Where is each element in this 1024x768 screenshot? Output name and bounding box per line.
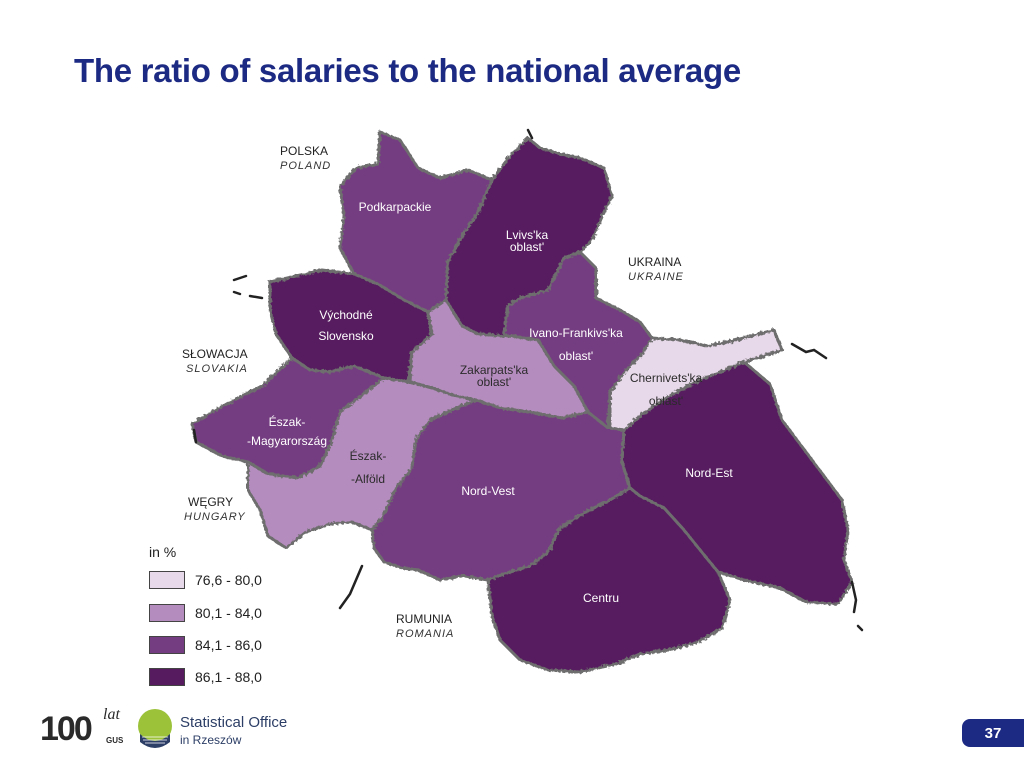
logo-gus-text: GUS (106, 736, 124, 745)
legend-item (149, 602, 262, 624)
region-label-line: -Alföld (350, 472, 385, 486)
statistical-office-logo-icon (136, 704, 174, 754)
legend-title: in % (149, 544, 177, 560)
region-label-line: Lvivs'ka (505, 228, 549, 242)
region-label-chernivetska (630, 371, 702, 409)
legend-item (149, 666, 262, 688)
region-label-eszakmagyar (247, 415, 327, 449)
country-name-english: POLAND (280, 160, 332, 172)
country-label-romania (396, 612, 454, 642)
country-name: UKRAINA (628, 255, 682, 269)
region-label-line: -Magyarország (246, 434, 328, 448)
country-name-english: HUNGARY (184, 511, 246, 523)
region-label-line: Východné (319, 308, 373, 322)
region-label-zakarpatska (460, 363, 528, 390)
legend-swatch (149, 604, 185, 622)
region-label-line: Észak- (268, 415, 306, 429)
region-label-ivanofrankivska (529, 326, 623, 364)
country-name: WĘGRY (188, 495, 234, 509)
legend-label: 84,1 - 86,0 (195, 637, 262, 653)
country-name-english: ROMANIA (396, 628, 455, 640)
legend-label: 86,1 - 88,0 (195, 669, 262, 685)
region-label-line: Észak- (349, 449, 387, 463)
region-label-line: oblast' (648, 394, 684, 408)
legend-item (149, 634, 262, 656)
region-label-eszakalfold (350, 449, 387, 487)
logo-lat-text: lat (103, 706, 120, 723)
legend-label: 80,1 - 84,0 (195, 605, 262, 621)
region-label-lvivska (506, 228, 548, 255)
region-label-centru: Centru (582, 591, 620, 605)
page-number: 37 (962, 719, 1024, 747)
logo-100-years: 100 (40, 710, 91, 748)
country-name: POLSKA (280, 144, 329, 158)
legend-label: 76,6 - 80,0 (195, 572, 262, 588)
legend-item (149, 569, 262, 591)
region-label-line: Chernivets'ka (629, 371, 703, 385)
country-label-slovakia (182, 347, 248, 377)
country-name: RUMUNIA (396, 612, 452, 626)
region-label-line: oblast' (476, 375, 512, 389)
country-label-hungary (184, 495, 246, 525)
region-label-line: oblast' (558, 349, 594, 363)
legend-swatch (149, 668, 185, 686)
country-label-ukraine (628, 255, 684, 285)
page-title: The ratio of salaries to the national average (74, 52, 741, 89)
office-city: in Rzeszów (180, 733, 242, 747)
country-name-english: UKRAINE (628, 271, 684, 283)
region-label-nordest: Nord-Est (685, 466, 733, 480)
region-label-nordvest: Nord-Vest (461, 484, 515, 498)
country-name: SŁOWACJA (182, 347, 248, 361)
country-name-english: SLOVAKIA (186, 363, 248, 375)
region-label-line: Slovensko (318, 329, 374, 343)
legend-swatch (149, 571, 185, 589)
region-label-podkarpackie: Podkarpackie (358, 200, 432, 214)
region-label-vychodne (318, 308, 373, 344)
country-label-poland (280, 144, 331, 174)
legend-swatch (149, 636, 185, 654)
region-label-line: oblast' (509, 240, 545, 254)
region-label-line: Ivano-Frankivs'ka (529, 326, 623, 340)
region-label-line: Zakarpats'ka (459, 363, 529, 377)
office-name: Statistical Office (180, 714, 288, 731)
